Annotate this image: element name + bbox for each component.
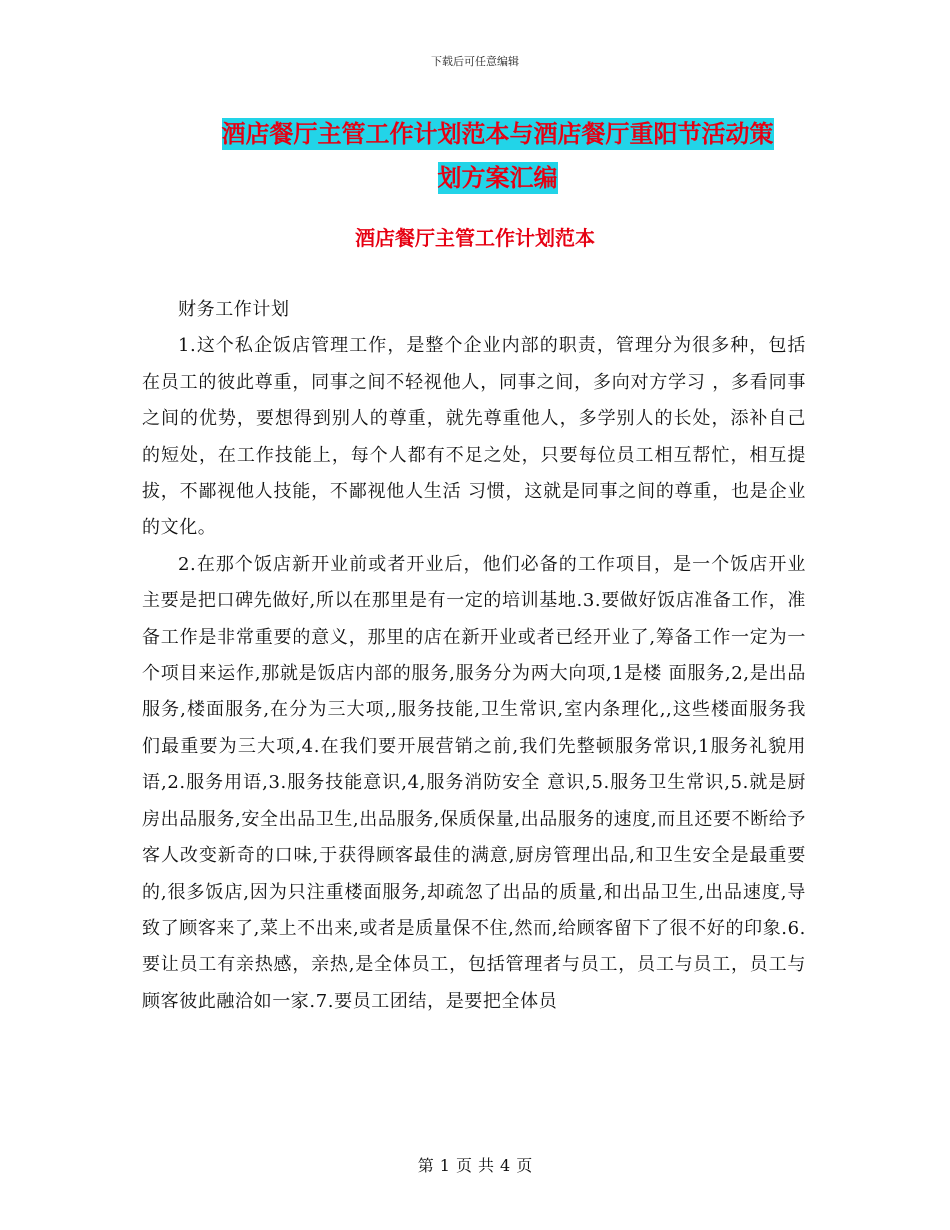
paragraph-finance-plan-heading: 财务工作计划 [178,299,290,320]
paragraph-2: 2.在那个饭店新开业前或者开业后，他们必备的工作项目，是一个饭店开业主要是把口碑先做好,所以在那里是有一定的培训基地.3.要做好饭店准备工作，准备工作是非常重要的意义，那里的店在新开业或者已经开业了,筹备工作一定为一个项目来运作,那就是饭店内部的服务,服务分为两大向项,1是楼 面服务,2,是出品服务,楼面服务,在分为三大项,,服务技能,卫生常识,室内条理化,,这些楼面服务我们最重要为三大项,4.在我们要开展营销之前,我们先整顿服务常识,1服务礼貌用语,2.服务用语,3.服务技能意识,4,服务消防安全 意识,5.服务卫生常识,5.就是厨房出品服务,安全出品卫生,出品服务,保质保量,出品服务的速度,而且还要不断给予客人改变新奇的口味,于获得顾客最佳的满意,厨房管理出品,和卫生安全是最重要的,很多饭店,因为只注重楼面服务,却疏忽了出品的质量,和出品卫生,出品速度,导致了顾客来了,菜上不出来,或者是质量保不住,然而,给顾客留下了很不好的印象.6.要让员工有亲热感，亲热,是全体员工，包括管理者与员工，员工与员工，员工与顾客彼此融洽如一家.7.要员工团结，是要把全体员 [142,553,807,1012]
footer-total-suffix: 页 [516,1156,533,1175]
page-header-note: 下载后可任意编辑 [431,55,519,68]
section-title: 酒店餐厅主管工作计划范本 [355,226,595,250]
paragraph-1: 1.这个私企饭店管理工作，是整个企业内部的职责，管理分为很多种，包括在员工的彼此尊重，同事之间不轻视他人，同事之间，多向对方学习 ，多看同事之间的优势，要想得到别人的尊重，就先尊重他人，多学别人的长处，添补自己的短处，在工作技能上，每个人都有不足之处，只要每位员工相互帮忙，相互提拔，不鄙视他人技能，不鄙视他人生活 习惯，这就是同事之间的尊重，也是企业的文化。 [142,335,806,539]
footer-total-prefix: 共 [478,1156,495,1175]
document-body [142,292,806,1020]
footer-page-label: 页 [455,1156,472,1175]
footer-page-current: 1 [439,1156,450,1175]
document-title-line-2: 划方案汇编 [437,164,558,192]
document-title-line-1: 酒店餐厅主管工作计划范本与酒店餐厅重阳节活动策 [221,120,774,148]
footer-prefix: 第 [417,1156,434,1175]
document-title [190,112,805,200]
page-footer [0,1153,950,1176]
footer-page-total: 4 [500,1156,511,1175]
